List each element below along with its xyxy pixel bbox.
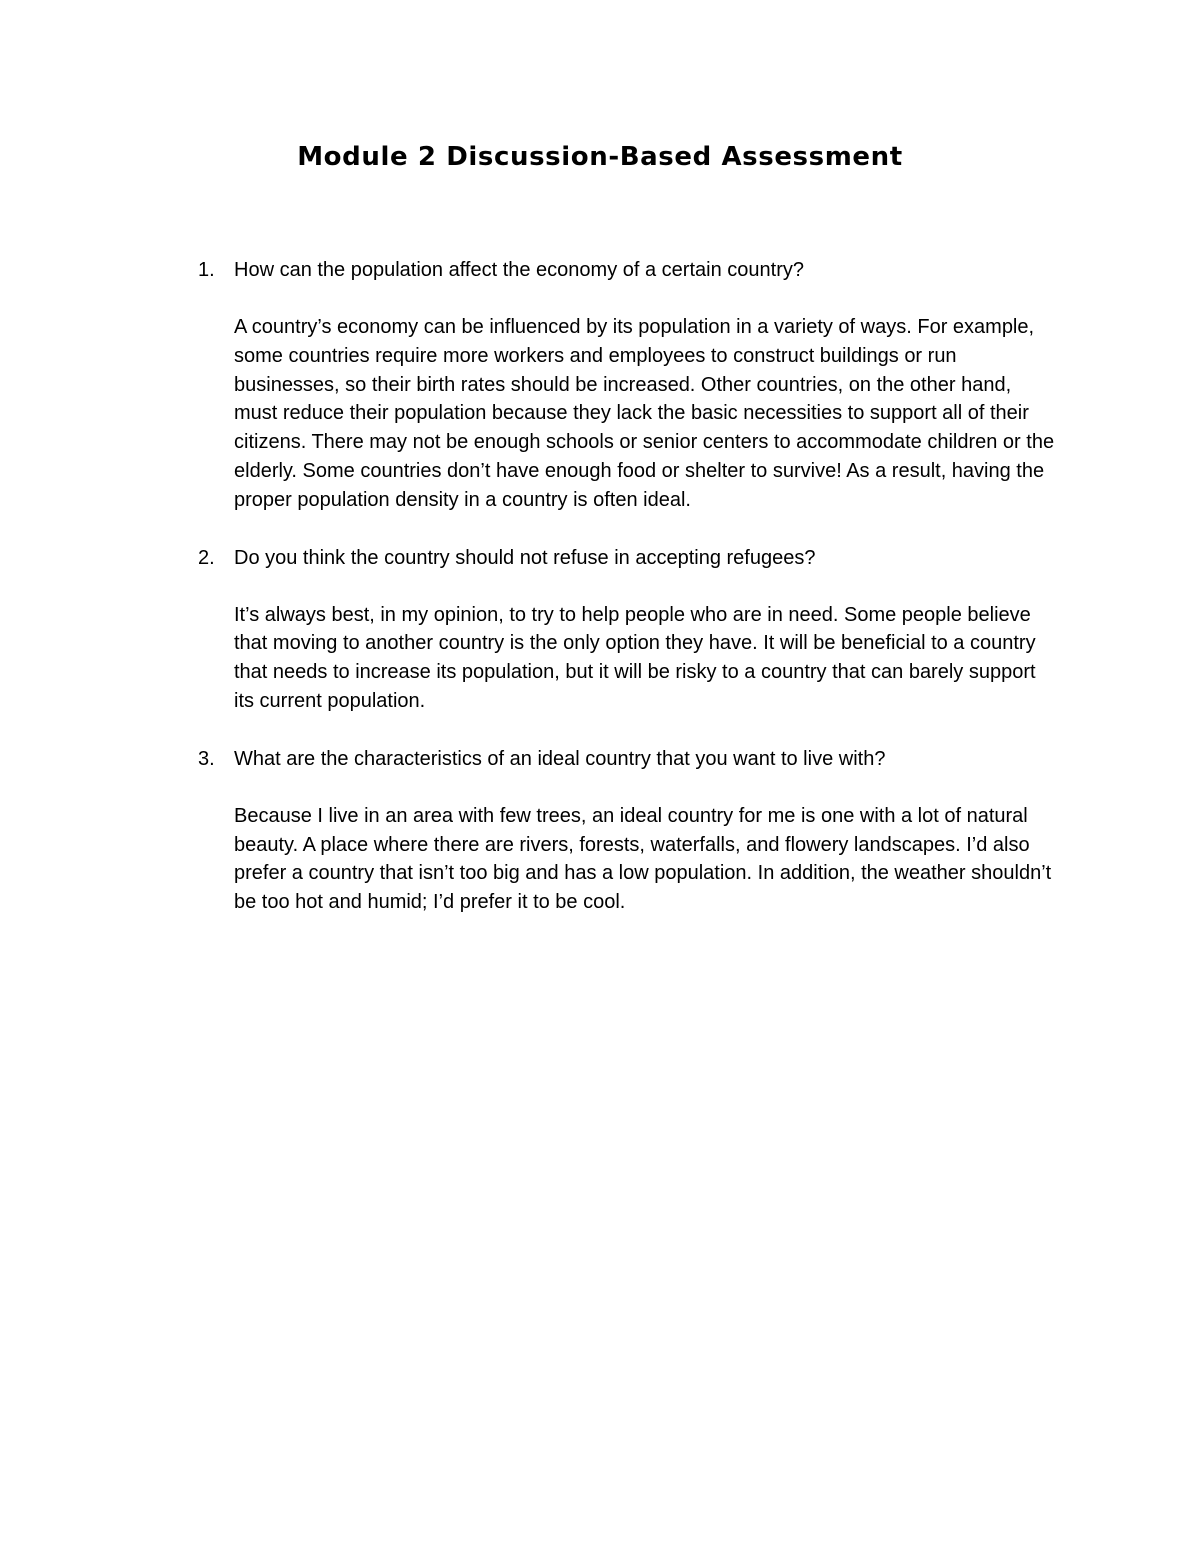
question-list [198, 256, 1058, 917]
list-item [198, 544, 1058, 716]
answer-text: A country’s economy can be influenced by its population in a variety of ways. For example, some countries require more workers and employees to construct buildings or run businesses, so their birth rates should be increased. Other countries, on the other hand, must reduce their population because they lack the basic necessities to support all of their citizens. There may not be enough schools or senior centers to accommodate children or the elderly. Some countries don’t have enough food or shelter to survive! As a result, having the proper population density in a country is often ideal. [234, 316, 1055, 511]
answer-text: Because I live in an area with few trees, an ideal country for me is one with a lot of natural beauty. A place where there are rivers, forests, waterfalls, and flowery landscapes. I’d also prefer a country that isn’t too big and has a low population. In addition, the weather shouldn’t be too hot and humid; I’d prefer it to be cool. [234, 804, 1052, 914]
question-text: Do you think the country should not refuse in accepting refugees? [234, 546, 816, 569]
question-text: What are the characteristics of an ideal country that you want to live with? [234, 747, 886, 770]
page-title: Module 2 Discussion-Based Assessment [297, 142, 903, 172]
item-number: 1. [198, 259, 215, 281]
list-item [198, 745, 1058, 917]
question-text: How can the population affect the economy of a certain country? [234, 259, 804, 281]
item-number: 2. [198, 546, 215, 569]
item-number: 3. [198, 747, 215, 770]
list-item [198, 256, 1058, 515]
answer-text: It’s always best, in my opinion, to try to help people who are in need. Some people believe that moving to another country is the only option they have. It will be beneficial to a country that needs to increase its population, but it will be risky to a country that can barely support its current population. [234, 603, 1036, 712]
